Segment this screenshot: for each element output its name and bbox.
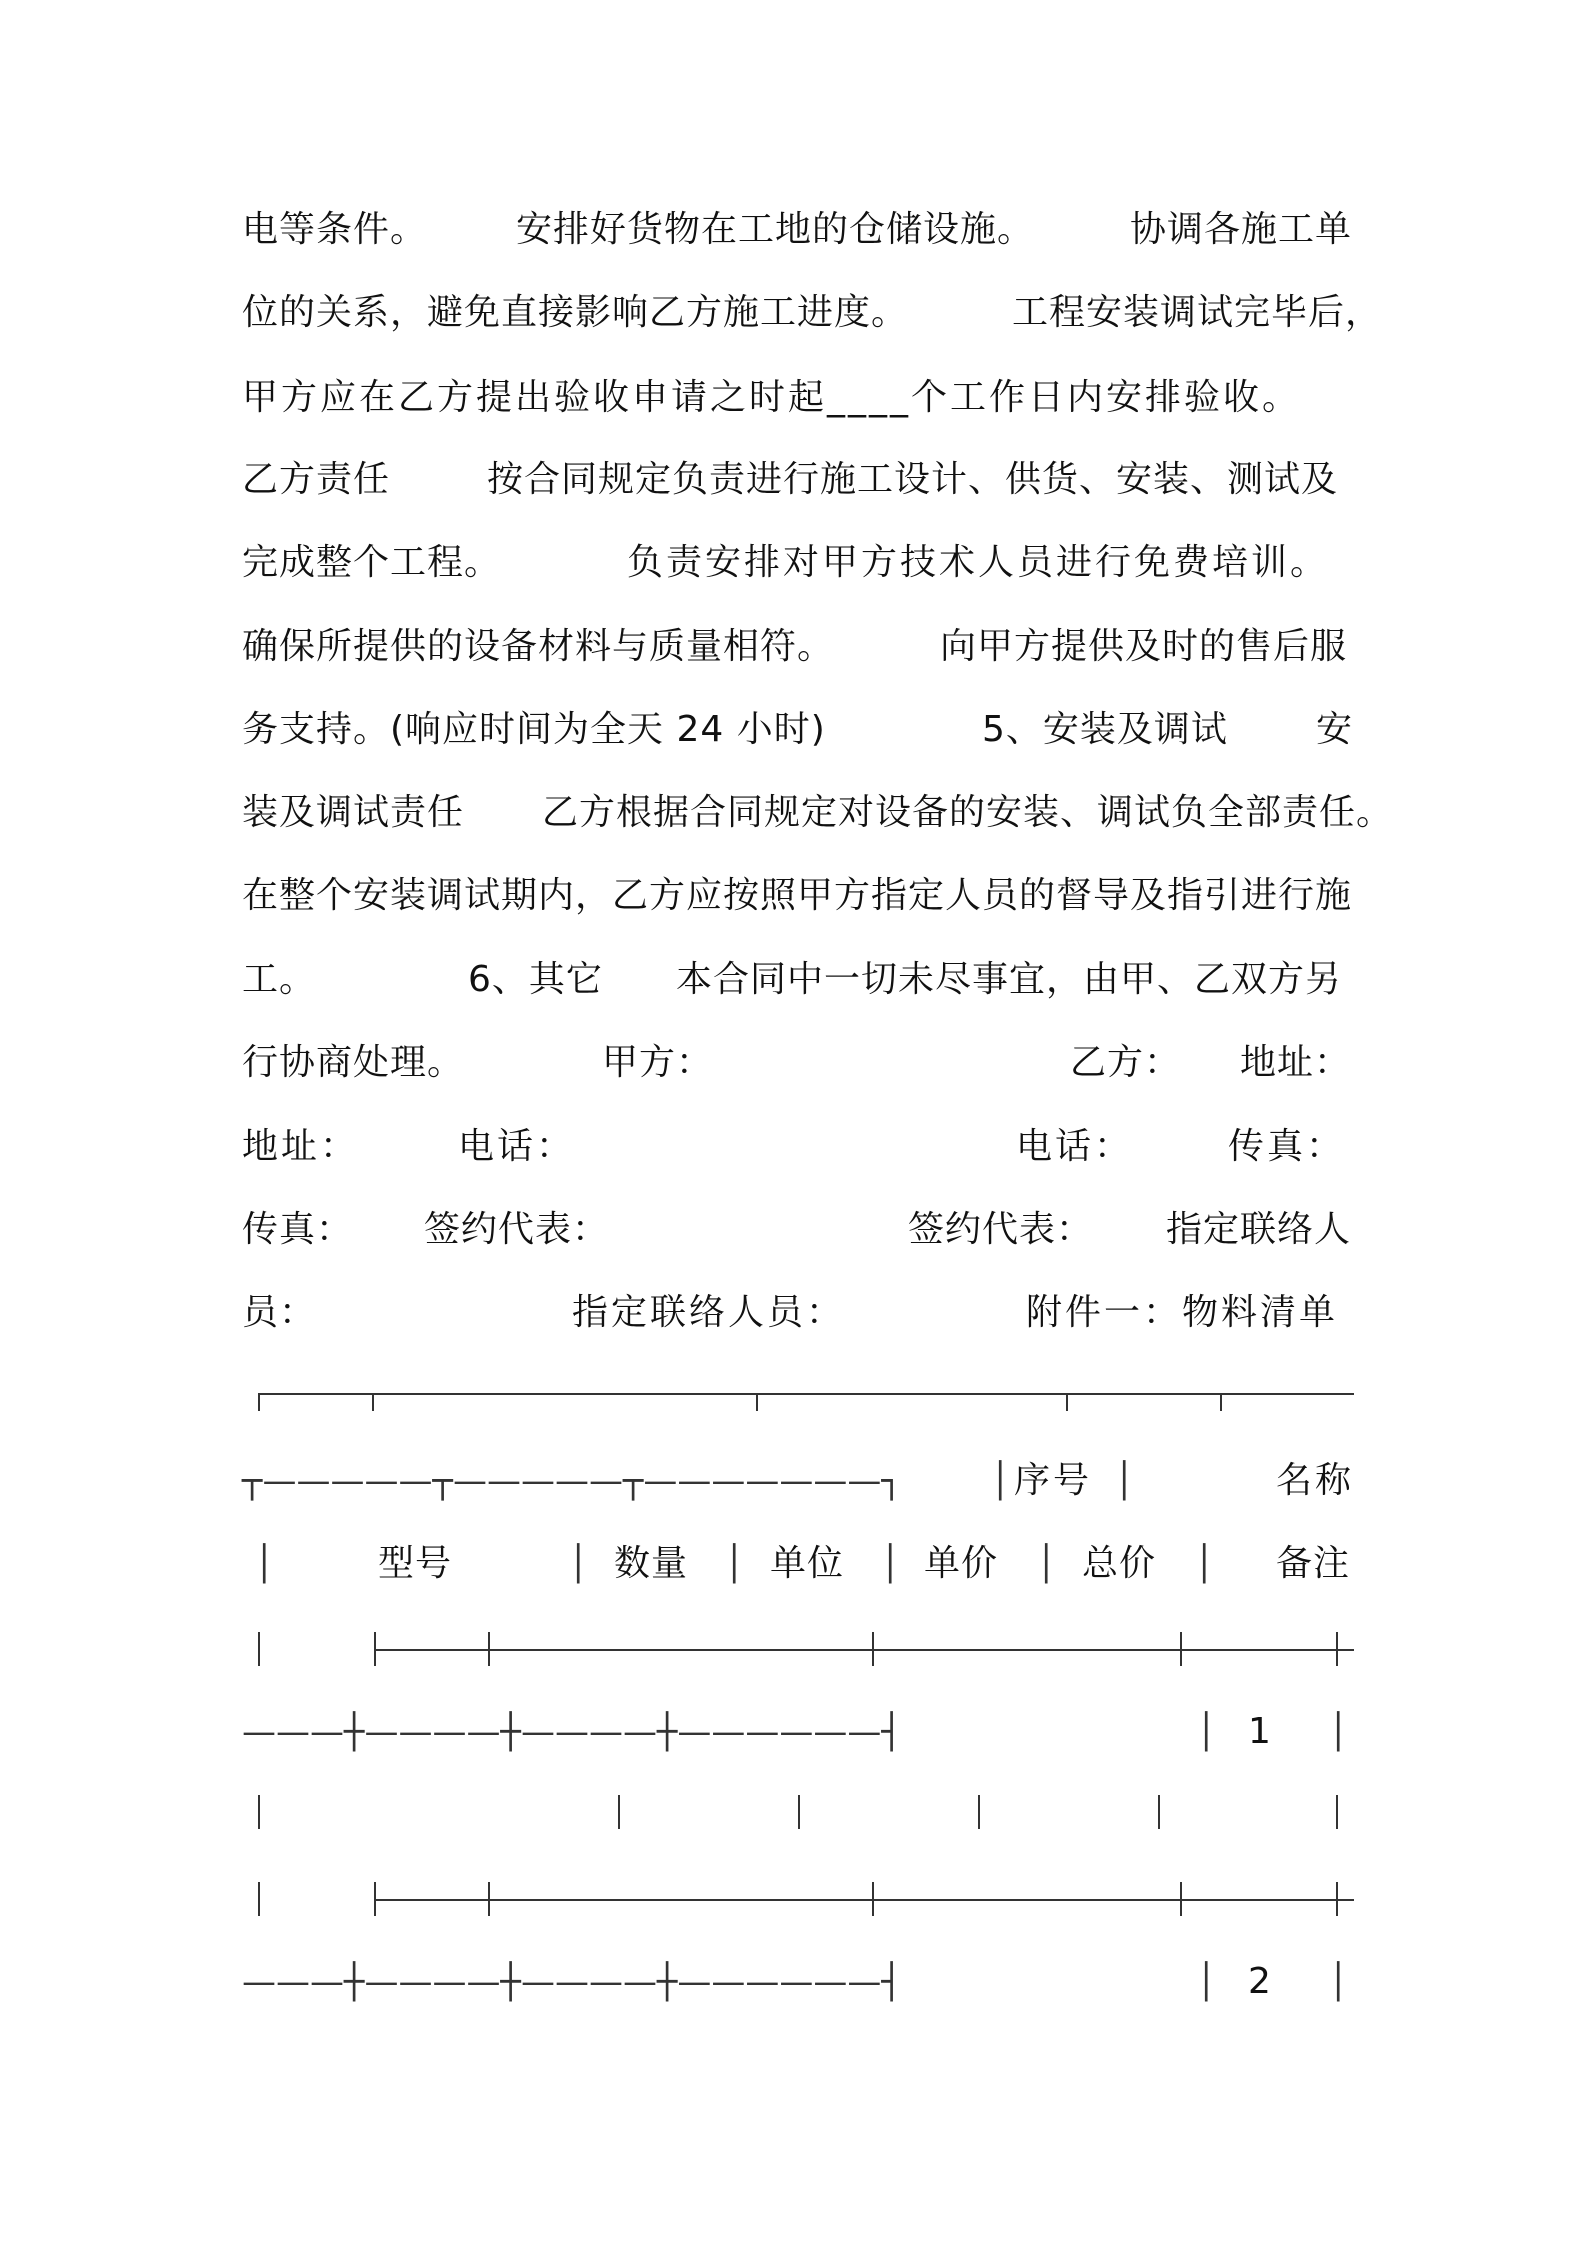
table-rule: [1180, 1882, 1182, 1916]
text-segment: 6、其它: [468, 959, 603, 1000]
text-segment: 指定联络人: [1166, 1209, 1352, 1250]
table-rule: [1336, 1632, 1338, 1666]
table-rule-text: │: [1328, 1712, 1349, 1752]
text-segment: 位的关系，避免直接影响乙方施工进度。: [242, 292, 909, 333]
text-segment: 在整个安装调试期内，乙方应按照甲方指定人员的督导及指引进行施: [242, 875, 1353, 916]
text-segment: 装及调试责任: [242, 792, 465, 833]
table-rule-text: │: [1194, 1544, 1215, 1584]
table-rule: [1158, 1795, 1160, 1829]
table-line: [0, 1451, 1586, 1511]
text-segment: 安: [1316, 709, 1354, 750]
table-cell-no: 2: [1248, 1961, 1272, 2002]
text-segment: 乙方根据合同规定对设备的安装、调试负全部责任。: [542, 792, 1394, 833]
table-rule-text: ———┼————┼————┼——————┤: [242, 1962, 902, 2002]
table-rule-text: ┬—————┬—————┬———————┐: [242, 1461, 902, 1501]
table-rule: [1180, 1632, 1182, 1666]
text-segment: 指定联络人员：: [572, 1292, 846, 1333]
table-rule: [978, 1795, 980, 1829]
text-segment: 传真：: [1228, 1126, 1346, 1167]
text-segment: 签约代表：: [424, 1209, 610, 1250]
table-header-cell: 单位: [770, 1543, 845, 1584]
text-line: [0, 617, 1586, 677]
table-rule-text: ———┼————┼————┼——————┤: [242, 1712, 902, 1752]
text-line: [0, 1033, 1586, 1093]
table-rule-text: │: [1196, 1962, 1217, 2002]
table-line: [0, 1534, 1586, 1594]
text-segment: 协调各施工单: [1130, 209, 1353, 250]
table-rule: [1336, 1795, 1338, 1829]
table-rule: [374, 1882, 376, 1916]
text-line: [0, 866, 1586, 926]
text-line: [0, 533, 1586, 593]
text-segment: 确保所提供的设备材料与质量相符。: [242, 626, 835, 667]
text-segment: 电等条件。: [242, 209, 428, 250]
table-rule: [374, 1649, 1354, 1651]
text-segment: 工。: [242, 959, 317, 1000]
text-line: [0, 450, 1586, 510]
text-segment: 本合同中一切未尽事宜，由甲、乙双方另: [676, 959, 1343, 1000]
text-segment: 乙方：: [1070, 1042, 1182, 1083]
text-segment: 地址：: [242, 1126, 360, 1167]
table-rule: [872, 1632, 874, 1666]
table-rule-text: │: [568, 1544, 589, 1584]
text-line: [0, 283, 1586, 343]
table-rule: [1336, 1882, 1338, 1916]
text-line: [0, 368, 1586, 428]
table-rule: [872, 1882, 874, 1916]
table-rule-text: │: [1328, 1962, 1349, 2002]
text-segment: 负责安排对甲方技术人员进行免费培训。: [627, 542, 1330, 583]
table-header-cell: 名称: [1276, 1460, 1355, 1501]
table-rule: [798, 1795, 800, 1829]
table-header-cell: 单价: [924, 1543, 999, 1584]
text-segment: 工程安装调试完毕后，: [1012, 292, 1383, 333]
table-header-cell: 序号: [1014, 1460, 1093, 1501]
table-rule: [756, 1393, 758, 1411]
table-cell-no: 1: [1248, 1711, 1272, 1752]
table-rule-text: │: [254, 1544, 275, 1584]
table-rule: [372, 1393, 374, 1411]
text-segment: 行协商处理。: [242, 1042, 465, 1083]
text-segment: 传真：: [242, 1209, 354, 1250]
table-rule: [258, 1795, 260, 1829]
text-segment: 按合同规定负责进行施工设计、供货、安装、测试及: [487, 459, 1339, 500]
table-rule-text: │: [990, 1461, 1011, 1501]
text-line: [0, 700, 1586, 760]
text-segment: 地址：: [1240, 1042, 1352, 1083]
table-rule: [258, 1393, 1354, 1395]
table-rule: [258, 1393, 260, 1411]
table-rule: [488, 1632, 490, 1666]
table-rule-text: │: [1196, 1712, 1217, 1752]
text-line: [0, 950, 1586, 1010]
text-segment: 电话：: [1016, 1126, 1134, 1167]
text-segment: 5、安装及调试: [982, 709, 1228, 750]
text-line: [0, 1200, 1586, 1260]
table-header-cell: 型号: [378, 1543, 453, 1584]
text-segment: 安排好货物在工地的仓储设施。: [516, 209, 1035, 250]
text-segment: 甲方：: [602, 1042, 714, 1083]
text-segment: 员：: [242, 1292, 317, 1333]
table-rule: [374, 1632, 376, 1666]
text-line: [0, 200, 1586, 260]
text-segment: 完成整个工程。: [242, 542, 502, 583]
text-segment: 甲方应在乙方提出验收申请之时起____个工作日内安排验收。: [242, 377, 1302, 418]
table-rule: [1066, 1393, 1068, 1411]
table-rule: [374, 1899, 1354, 1901]
table-header-cell: 总价: [1082, 1543, 1157, 1584]
table-header-cell: 数量: [614, 1543, 689, 1584]
text-line: [0, 1283, 1586, 1343]
text-segment: 电话：: [458, 1126, 576, 1167]
table-rule-text: │: [1036, 1544, 1057, 1584]
table-rule: [258, 1882, 260, 1916]
table-row: [0, 1702, 1586, 1762]
text-segment: 签约代表：: [908, 1209, 1094, 1250]
table-rule-text: │: [724, 1544, 745, 1584]
table-rule-text: │: [880, 1544, 901, 1584]
table-rule: [618, 1795, 620, 1829]
text-line: [0, 1117, 1586, 1177]
table-rule: [258, 1632, 260, 1666]
text-line: [0, 783, 1586, 843]
text-segment: 乙方责任: [242, 459, 391, 500]
table-rule-text: │: [1114, 1461, 1135, 1501]
text-segment: 务支持。(响应时间为全天 24 小时): [242, 709, 826, 750]
text-segment: 附件一：物料清单: [1026, 1292, 1339, 1333]
table-header-cell: 备注: [1276, 1543, 1351, 1584]
table-row: [0, 1952, 1586, 2012]
table-rule: [1220, 1393, 1222, 1411]
text-segment: 向甲方提供及时的售后服: [940, 626, 1348, 667]
table-rule: [488, 1882, 490, 1916]
